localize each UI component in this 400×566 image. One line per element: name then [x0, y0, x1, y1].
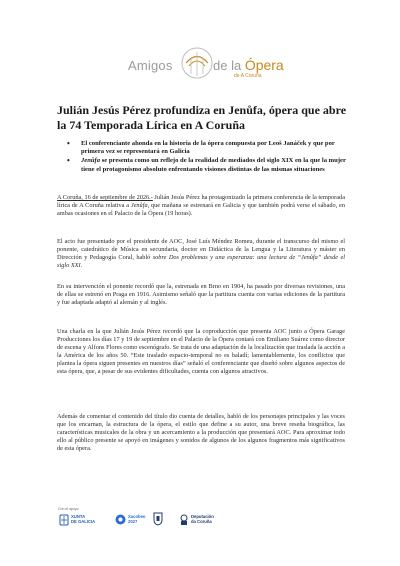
paragraph-2	[57, 238, 345, 270]
concello-shield-icon	[153, 512, 163, 526]
summary-bullets	[67, 140, 349, 175]
lecture-title: sobre Dos problemas y una esperanza: una lectura de “Jenůfa” desde el siglo XXI	[57, 254, 345, 270]
paragraph-1	[57, 194, 345, 218]
xacobeo-icon	[115, 514, 126, 525]
paragraph-3: En su intervención el ponente recordó que la, estrenada en Brno en 1904, ha pasado por diversas revisiones, una de ellas se estrenó en Praga en 1916. Asimismo señaló que la partitura cuenta con varias ediciones de la partitura y fue adaptada adaptó al alemán y al inglés.	[57, 283, 345, 307]
xunta-logo	[59, 514, 95, 526]
bullet-text: El conferenciante ahonda en la historia de la ópera compuesta por Leoš Janáček y que por primera vez se representará en Galicia	[81, 140, 335, 156]
sponsor-footer	[57, 504, 257, 536]
paragraph-text: Julián Jesús Pérez ha protagonizado la primera conferencia de la temporada lírica de A Coruña relativa a	[57, 194, 345, 210]
paragraph-4: Una charla en la que Julián Jesús Pérez recordó que la coproducción que presenta AOC junto a Ópera Garage Producciones los días 17 y 19 de septiembre en el Palacio de la Ópera contará con Emiliano Suárez como director de escena y Alfons Flores como escenógrafo. Se trata de una adaptación de la localización que traslada la acción a la América de los años 50. “Este traslado espacio-temporal no es baladí; lamentablemente, los conflictos que plantea la ópera siguen presentes en nuestros días” señaló el conferenciante que diseñó sobre algunos aspectos de esta ópera, que, a pesar de sus evidentes dificultades, cuenta con algunos atractivos.	[57, 328, 345, 376]
dateline: A Coruña, 16 de septiembre de 2026.-	[57, 194, 153, 201]
logo-emblem-icon	[180, 46, 214, 80]
amigos-opera-logo	[124, 41, 294, 85]
concello-logo	[153, 512, 163, 526]
opera-title: Jenůfa	[130, 202, 148, 210]
bullet-text: se presenta como un reflejo de la realidad de mediados del siglo XIX en la que la mujer tiene el protagonismo absoluto enfrentando visiones distintas de las mismas situaciones	[81, 157, 346, 173]
logo-subtitle: de A Coruña	[234, 73, 262, 79]
xacobeo-logo	[115, 514, 145, 525]
deputacion-logo	[179, 514, 214, 526]
paragraph-5: Además de comentar el contenido del título dio cuenta de detalles, habló de los personajes principales y las voces que los encarnan, la estructura de la ópera, el estilo que define a su autor, una breve reseña biográfica, las características musicales de la obra y un acercamiento a la producción que presentará AOC. Para aproximar todo ello al público presente se apoyó en imágenes y sonidos de algunos de los algunos fragmentos más significativos de esta ópera.	[57, 413, 345, 453]
deputacion-text: Deputación da Coruña	[191, 514, 214, 524]
logo-text-opera: Ópera	[244, 57, 284, 73]
xunta-emblem-icon	[59, 514, 69, 526]
bullet-item	[67, 140, 349, 156]
xunta-text: XUNTA DE GALICIA	[71, 514, 96, 524]
deputacion-emblem-icon	[179, 514, 189, 526]
footer-label: Con el apoyo	[58, 507, 79, 511]
logo-text-amigos: Amigos	[128, 58, 173, 73]
bullet-item	[67, 157, 349, 173]
bullet-lead-italic: Jenůfa	[81, 157, 101, 165]
logo-text-de-la: de la	[213, 58, 245, 73]
xacobeo-text: Xacobeo 2027	[128, 513, 146, 524]
paragraph-text: , que mañana se estrenará en Galicia y que también podrá verse el sábado, en ambas ocasiones en el Palacio de la Ópera (19 horas).	[57, 202, 345, 218]
logo-text-de-la-opera	[213, 57, 284, 73]
paragraph-text: .	[80, 262, 83, 270]
headline: Julián Jesús Pérez profundiza en Jenůfa, ópera que abre la 74 Temporada Lírica en A Coruña	[57, 103, 347, 132]
paragraph-text: El acto fue presentado por el presidente de AOC, José Luís Méndez Romeu, durante el transcurso del mismo el ponente, catedrático de Música en secundaria, doctor en Didáctica de la Lengua y la Literatura y máster en Dirección y Pedagogía Coral, habló	[57, 238, 345, 262]
